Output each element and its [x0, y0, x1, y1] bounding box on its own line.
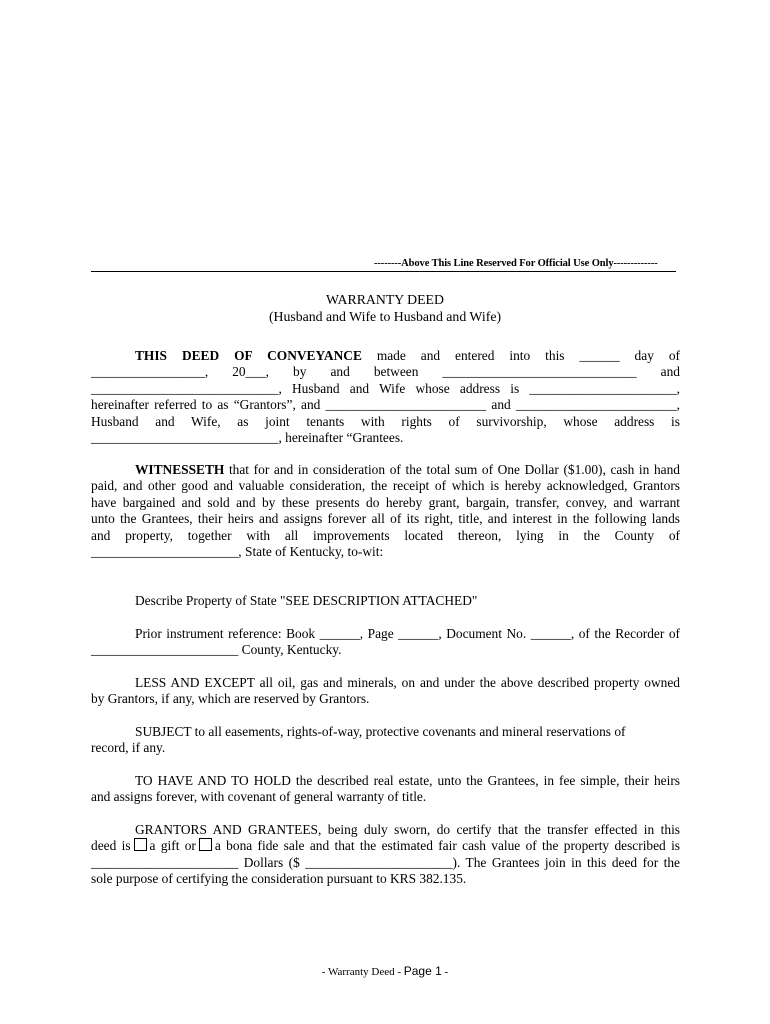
- less-except-line-1: LESS AND EXCEPT all oil, gas and minerals, on and under the above described property owned: [135, 675, 680, 690]
- witnesseth-lead: WITNESSETH: [135, 462, 225, 477]
- prior-line-2: ______________________ County, Kentucky.: [91, 642, 342, 658]
- conveyance-line-3: ____________________________, Husband and Wife whose address is ______________________,: [91, 380, 680, 396]
- witnesseth-line-3: have bargained and sold and by these presents do hereby grant, bargain, transfer, convey, and warrant: [91, 494, 680, 510]
- official-use-rule: [91, 271, 676, 272]
- witnesseth-paragraph: [91, 462, 680, 560]
- describe-paragraph: [91, 593, 680, 609]
- witnesseth-line-2: paid, and other good and valuable consideration, the receipt of which is hereby acknowledged, Grantors: [91, 478, 680, 494]
- less-except-line-2: by Grantors, if any, which are reserved by Grantors.: [91, 691, 370, 707]
- conveyance-lead: THIS DEED OF CONVEYANCE: [135, 348, 362, 363]
- conveyance-line-2: _________________, 20___, by and between _____________________________ and: [91, 364, 680, 380]
- prior-line-1: Prior instrument reference: Book ______, Page ______, Document No. ______, of the Recorder of: [135, 626, 680, 641]
- conveyance-paragraph: [91, 348, 680, 446]
- certify-line-2: deed is a gift or a bona fide sale and that the estimated fair cash value of the property described is: [91, 838, 681, 854]
- witnesseth-line-1: WITNESSETH that for and in consideration of the total sum of One Dollar ($1.00), cash in hand: [135, 462, 680, 477]
- sale-checkbox[interactable]: [199, 838, 212, 851]
- habendum-paragraph: [91, 773, 680, 806]
- subject-line-1: SUBJECT to all easements, rights-of-way, protective covenants and mineral reservations of: [135, 724, 626, 739]
- conveyance-line-1: THIS DEED OF CONVEYANCE made and entered into this ______ day of: [135, 348, 680, 363]
- conveyance-line-5: Husband and Wife, as joint tenants with rights of survivorship, whose address is: [91, 413, 680, 429]
- footer-dash: -: [444, 966, 449, 978]
- conveyance-line-6: ____________________________, hereinafter “Grantees.: [91, 430, 404, 446]
- certification-paragraph: [91, 822, 680, 888]
- official-use-banner: --------Above This Line Reserved For Official Use Only-------------: [374, 258, 658, 269]
- conveyance-line-4: hereinafter referred to as “Grantors”, and ________________________ and ________________________,: [91, 397, 680, 413]
- certify-line-1: GRANTORS AND GRANTEES, being duly sworn, do certify that the transfer effected in this: [135, 822, 680, 837]
- witnesseth-line-5: and property, together with all improvements located thereon, lying in the County of: [91, 527, 680, 543]
- certify-line-4: sole purpose of certifying the consideration pursuant to KRS 382.135.: [91, 871, 467, 887]
- prior-instrument-paragraph: [91, 626, 680, 659]
- footer-doc-name: - Warranty Deed -: [321, 966, 401, 978]
- footer-page-number: Page 1: [403, 964, 442, 978]
- subject-line-2: record, if any.: [91, 740, 166, 756]
- page-footer: [0, 964, 770, 978]
- witnesseth-line-4: unto the Grantees, their heirs and assigns forever all of its right, title, and interest in the following lands: [91, 511, 680, 527]
- less-except-paragraph: [91, 675, 680, 708]
- deed-subtitle: (Husband and Wife to Husband and Wife): [268, 309, 502, 324]
- habendum-line-1: TO HAVE AND TO HOLD the described real estate, unto the Grantees, in fee simple, their heirs: [135, 773, 680, 788]
- subject-paragraph: [91, 724, 680, 757]
- habendum-line-2: and assigns forever, with covenant of general warranty of title.: [91, 789, 427, 805]
- witnesseth-line-6: ______________________, State of Kentucky, to-wit:: [91, 544, 384, 560]
- certify-line-3: ______________________ Dollars ($ ______________________). The Grantees join in this deed for the: [91, 854, 680, 870]
- gift-checkbox[interactable]: [134, 838, 147, 851]
- deed-title: WARRANTY DEED: [326, 292, 444, 307]
- describe-property-line: Describe Property of State "SEE DESCRIPTION ATTACHED": [135, 593, 478, 608]
- deed-title-block: [0, 291, 770, 325]
